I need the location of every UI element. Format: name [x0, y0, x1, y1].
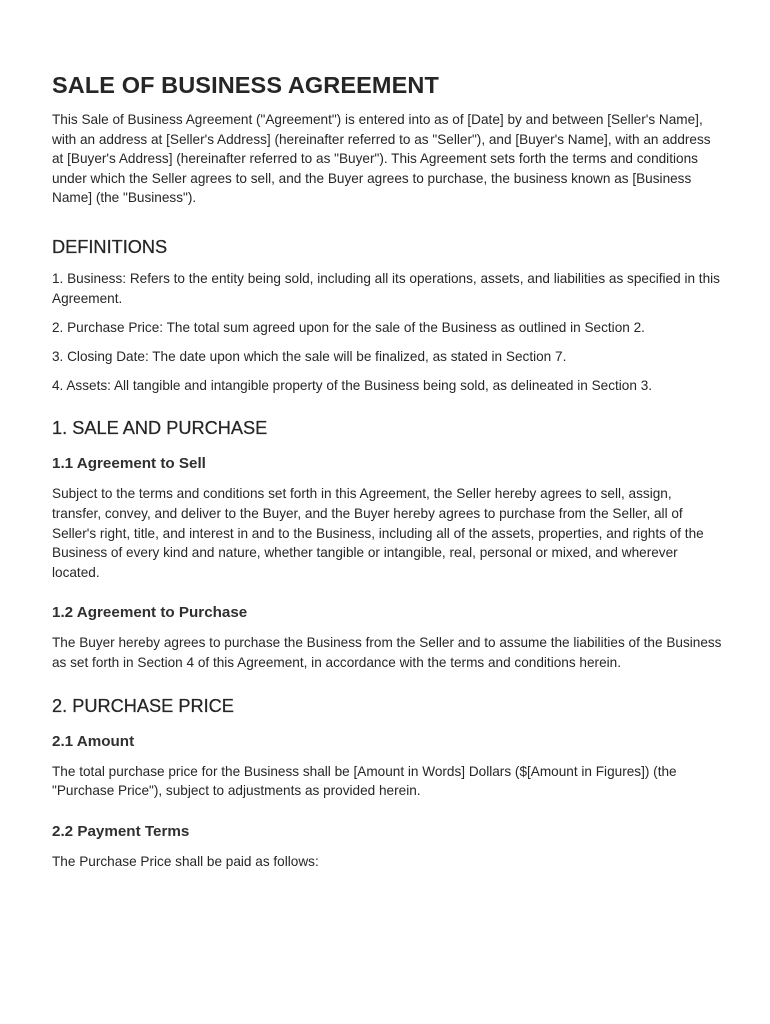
section-1-2-text: The Buyer hereby agrees to purchase the Business from the Seller and to assume the liabilities of the Business as set forth in Section 4 of this Agreement, in accordance with the terms and conditions herein.	[52, 635, 722, 670]
section-2-1-text: The total purchase price for the Business shall be [Amount in Words] Dollars ($[Amount in Figures]) (the "Purchase Price"), subject to adjustments as provided herein.	[52, 763, 677, 799]
section-1-1-heading: 1.1 Agreement to Sell	[52, 455, 206, 473]
document-page	[52, 70, 722, 871]
section-2-heading: 2. PURCHASE PRICE	[52, 695, 234, 716]
section-1-heading: 1. SALE AND PURCHASE	[52, 418, 268, 439]
definition-item: 4. Assets: All tangible and intangible property of the Business being sold, as delineated in Section 3.	[52, 377, 653, 393]
section-1-2-heading: 1.2 Agreement to Purchase	[52, 604, 248, 622]
definitions-list	[52, 269, 722, 395]
section-2-1-heading: 2.1 Amount	[52, 732, 135, 750]
section-2-2-heading: 2.2 Payment Terms	[52, 822, 190, 840]
document-title: SALE OF BUSINESS AGREEMENT	[52, 72, 439, 98]
definition-item: 2. Purchase Price: The total sum agreed upon for the sale of the Business as outlined in Section 2.	[52, 319, 645, 335]
definitions-heading: DEFINITIONS	[52, 236, 168, 257]
intro-paragraph: This Sale of Business Agreement ("Agreement") is entered into as of [Date] by and between [Seller's Name], with an address at [Seller's Address] (hereinafter referred to as "Seller"), and [Buyer's Name], with an address at [Buyer's Address] (hereinafter referred to as "Buyer"). This Agreement sets forth the terms and conditions under which the Seller agrees to sell, and the Buyer agrees to purchase, the business known as [Business Name] (the "Business").	[52, 112, 711, 206]
section-1-1-text: Subject to the terms and conditions set forth in this Agreement, the Seller hereby agrees to sell, assign, transfer, convey, and deliver to the Buyer, and the Buyer hereby agrees to purchase from the Seller, all of Seller's right, title, and interest in and to the Business, including all of the assets, properties, and rights of the Business of every kind and nature, whether tangible or intangible, real, personal or mixed, and wherever located.	[52, 486, 704, 580]
definition-item: 1. Business: Refers to the entity being sold, including all its operations, assets, and liabilities as specified in this Agreement.	[52, 270, 720, 306]
section-2-2-text: The Purchase Price shall be paid as follows:	[52, 853, 319, 869]
definition-item: 3. Closing Date: The date upon which the sale will be finalized, as stated in Section 7.	[52, 348, 567, 364]
